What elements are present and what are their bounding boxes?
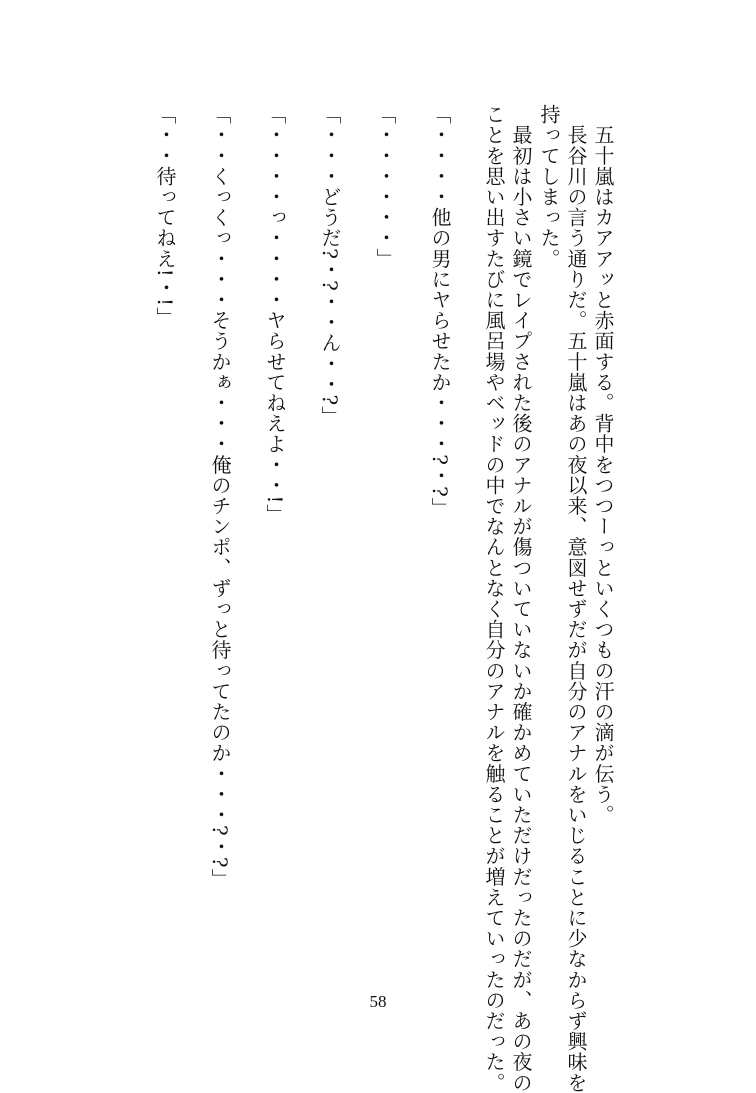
page-number: 58: [369, 992, 387, 1011]
text-line: 五十嵐はカアアッと赤面する。背中をつつーっといくつもの汗の滴が伝う。: [591, 104, 615, 825]
text-line: 長谷川の言う通りだ。五十嵐はあの夜以来、意図せずだが自分のアナルをいじることに少なからず興味を: [564, 104, 588, 1093]
dialogue-line: 「・・・・・・」: [373, 104, 397, 269]
text-line: 最初は小さい鏡でレイプされた後のアナルが傷ついていないか確かめていただけだったのだが、あの夜の: [509, 104, 533, 1093]
dialogue-line: 「・・・どうだ?・?・・ん・・?」: [318, 104, 342, 427]
dialogue-line: 「・・待ってねえ!・!」: [153, 104, 177, 328]
text-line: ことを思い出すたびに風呂場やベッドの中でなんとなく自分のアナルを触ることが増えていったのだった。: [482, 104, 506, 1093]
dialogue-line: 「・・くっくっ・・・そうかぁ・・・俺のチンポ、ずっと待ってたのか・・・?・?」: [208, 104, 232, 889]
dialogue-line: 「・・・・他の男にヤらせたか・・・?・?」: [428, 104, 452, 519]
text-line: 持ってしまった。: [537, 104, 561, 269]
dialogue-line: 「・・・・っ・・・・ヤらせてねえよ・・!」: [263, 104, 287, 525]
